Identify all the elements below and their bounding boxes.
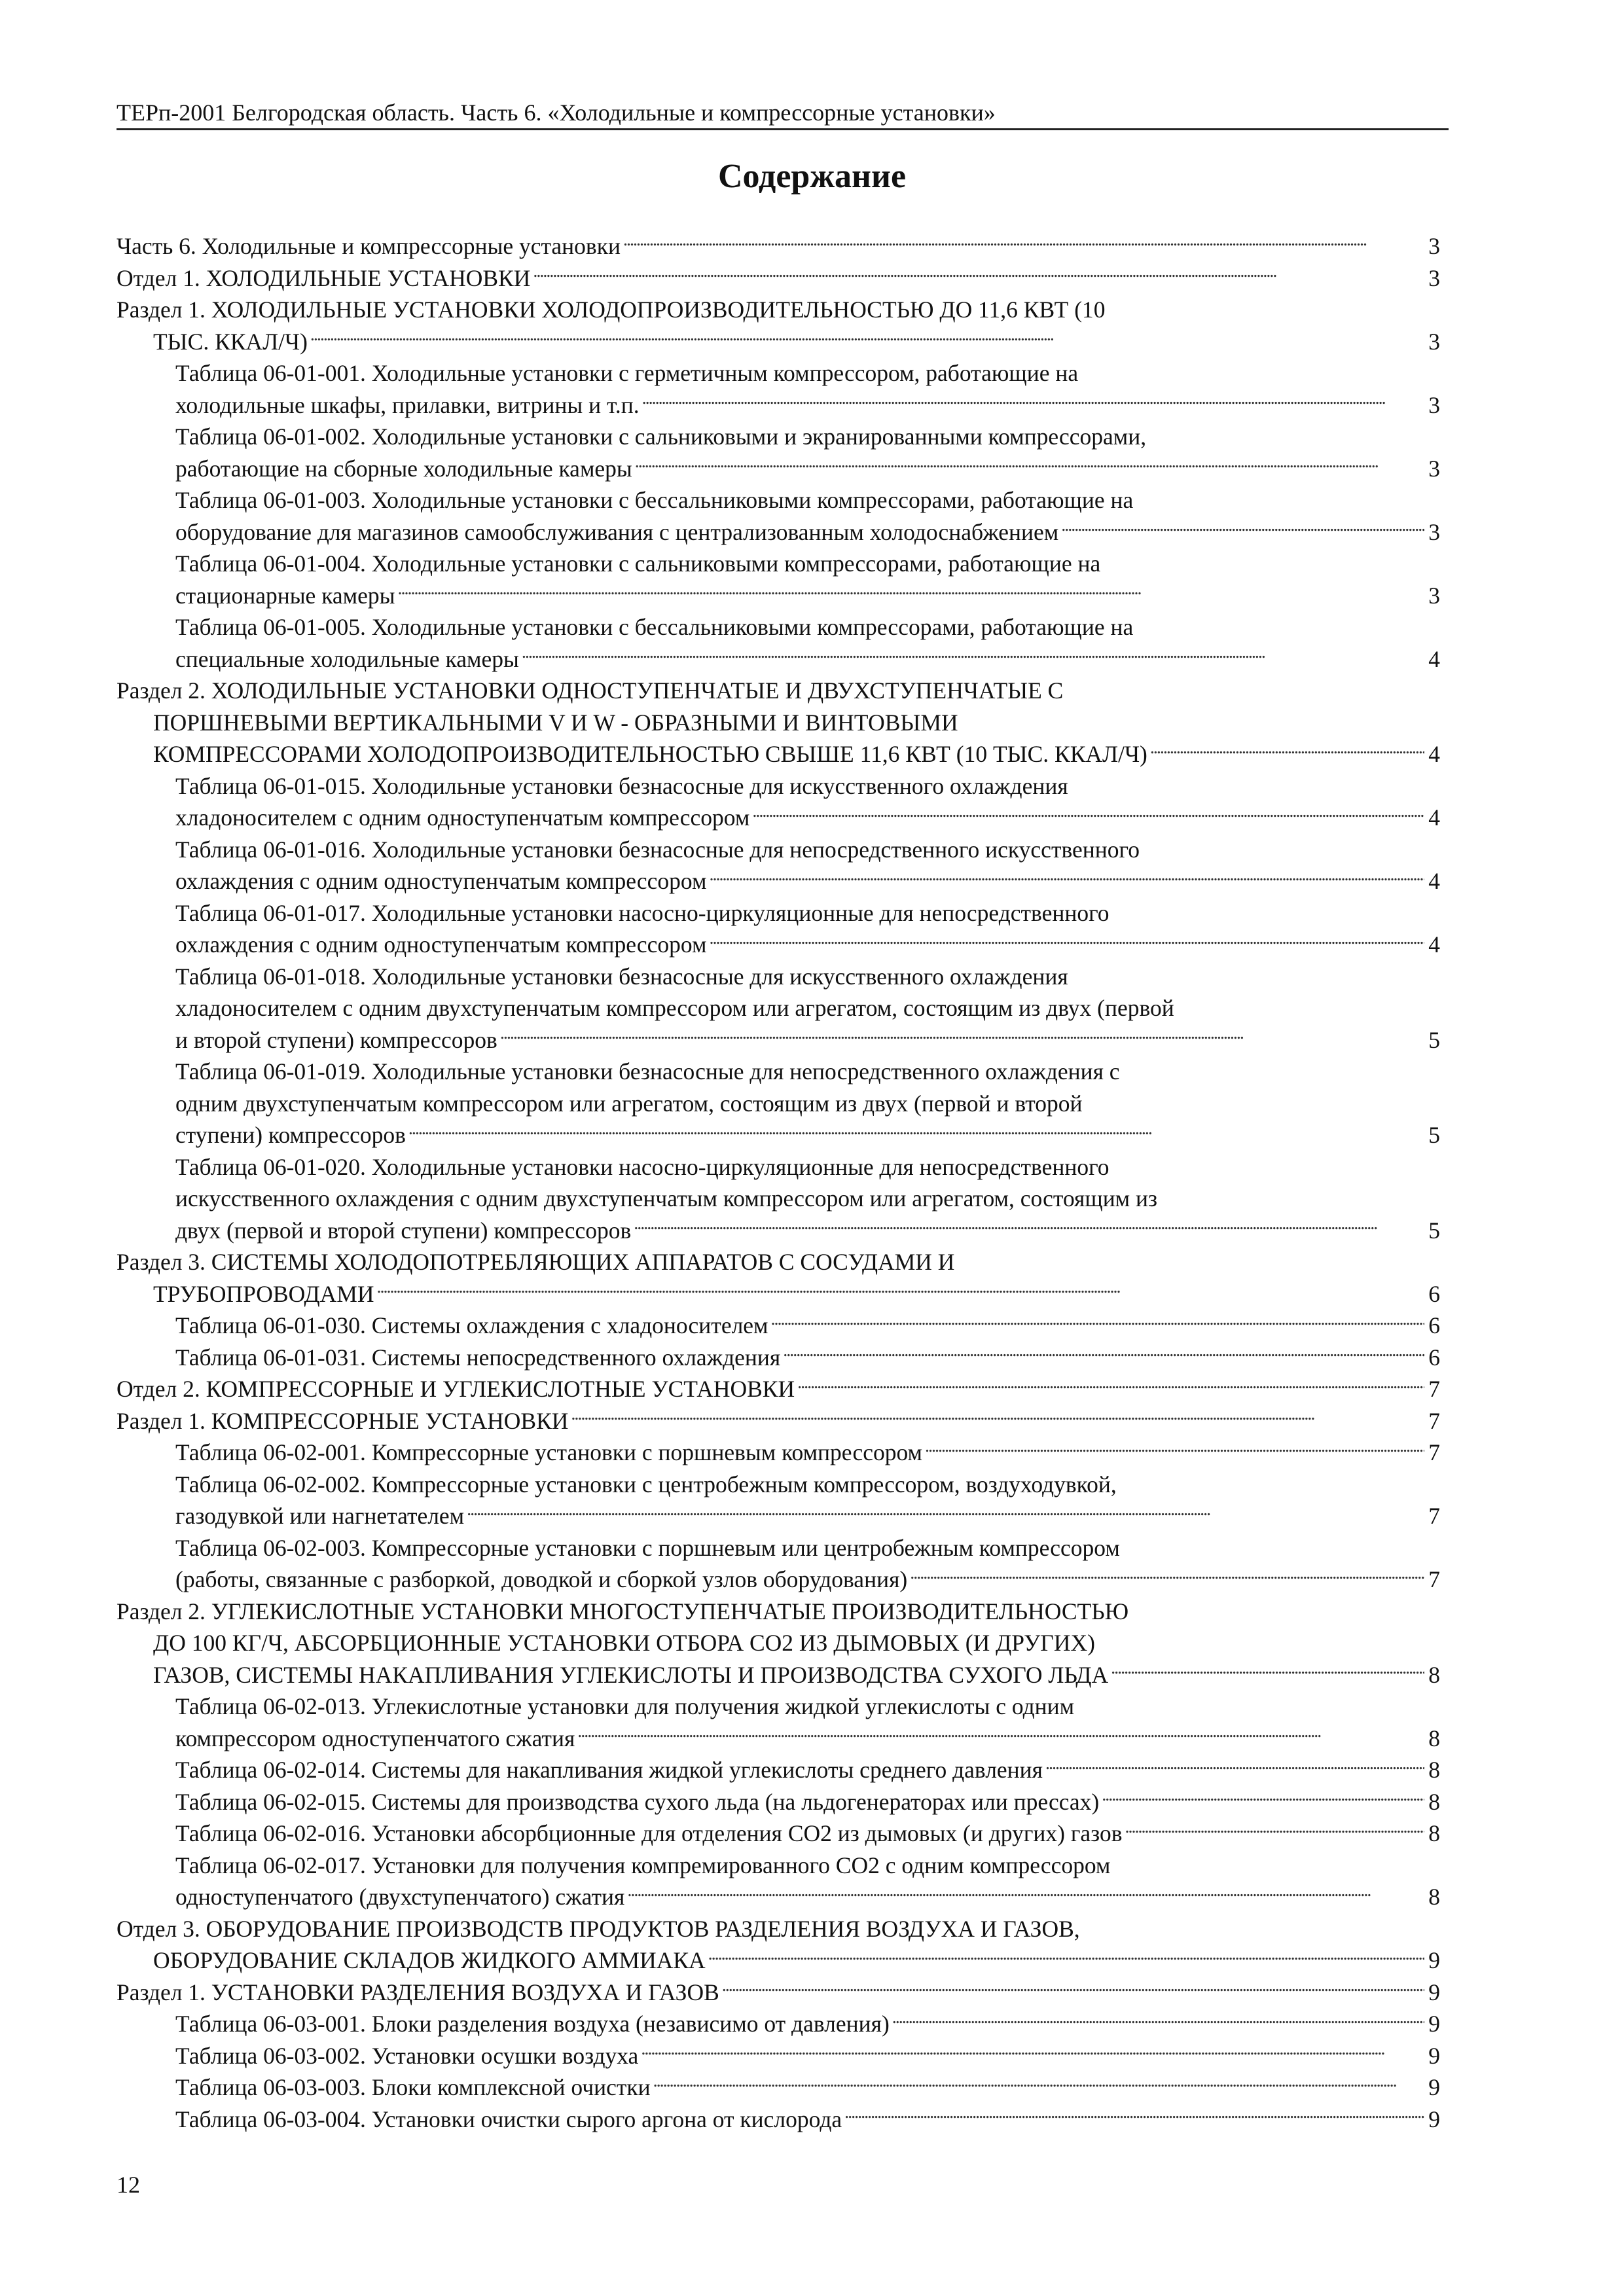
toc-entry-line: Таблица 06-01-030. Системы охлаждения с хладоносителем [175, 1312, 768, 1338]
toc-entry-line: Таблица 06-02-015. Системы для производства сухого льда (на льдогенераторах или прессах) [175, 1788, 1100, 1815]
dot-leader [310, 326, 1424, 350]
toc-page-number: 9 [1428, 2042, 1440, 2069]
toc-entry[interactable] [117, 2040, 1440, 2072]
toc-entry-line: Таблица 06-01-020. Холодильные установки насосно-циркуляционные для непосредственного [175, 1153, 1110, 1180]
toc-entry-line: Таблица 06-01-031. Системы непосредственного охлаждения [175, 1344, 781, 1371]
dot-leader [1061, 516, 1424, 540]
toc-entry-line: Таблица 06-01-005. Холодильные установки с бессальниковыми компрессорами, работающие на [175, 614, 1134, 640]
dot-leader [623, 231, 1424, 255]
toc-page-number: 9 [1428, 2011, 1440, 2037]
dot-leader [408, 1120, 1424, 1143]
toc-entry-line: ГАЗОВ, СИСТЕМЫ НАКАПЛИВАНИЯ УГЛЕКИСЛОТЫ И ПРОИЗВОДСТВА СУХОГО ЛЬДА [153, 1661, 1109, 1688]
toc-entry[interactable] [117, 1532, 1440, 1596]
toc-entry[interactable] [117, 230, 1440, 262]
toc-entry[interactable] [117, 1469, 1440, 1532]
toc-page-number: 8 [1428, 1820, 1440, 1846]
dot-leader [1125, 1818, 1425, 1842]
dot-leader [1045, 1755, 1424, 1778]
dot-leader [500, 1024, 1424, 1048]
toc-entry-line: Таблица 06-01-004. Холодильные установки с сальниковыми компрессорами, работающие на [175, 550, 1101, 577]
toc-entry-line: Раздел 2. УГЛЕКИСЛОТНЫЕ УСТАНОВКИ МНОГОСТУПЕНЧАТЫЕ ПРОИЗВОДИТЕЛЬНОСТЬЮ [117, 1598, 1129, 1624]
toc-page-number: 3 [1428, 582, 1440, 609]
dot-leader [641, 2040, 1424, 2064]
toc-entry-line: холодильные шкафы, прилавки, витрины и т.п. [175, 391, 640, 418]
toc-page-number: 7 [1428, 1439, 1440, 1465]
toc-entry-line: Раздел 2. ХОЛОДИЛЬНЫЕ УСТАНОВКИ ОДНОСТУПЕНЧАТЫЕ И ДВУХСТУПЕНЧАТЫЕ С [117, 677, 1064, 704]
toc-entry-line: Таблица 06-02-002. Компрессорные установки с центробежным компрессором, воздуходувкой, [175, 1471, 1117, 1498]
toc-page-number: 7 [1428, 1376, 1440, 1402]
toc-entry-line: ПОРШНЕВЫМИ ВЕРТИКАЛЬНЫМИ V И W - ОБРАЗНЫМИ И ВИНТОВЫМИ [153, 709, 958, 736]
toc-entry[interactable] [117, 1913, 1440, 1977]
toc-entry-line: Таблица 06-01-018. Холодильные установки безнасосные для искусственного охлаждения [175, 963, 1068, 990]
toc-page-number: 6 [1428, 1312, 1440, 1338]
toc-page-number: 7 [1428, 1566, 1440, 1592]
toc-entry-line: и второй ступени) компрессоров [175, 1026, 497, 1053]
toc-entry-line: Таблица 06-02-014. Системы для накапливания жидкой углекислоты среднего давления [175, 1757, 1043, 1783]
dot-leader [397, 580, 1424, 603]
toc-entry-line: Таблица 06-02-017. Установки для получения компремированного СО2 с одним компрессором [175, 1852, 1111, 1878]
toc-entry[interactable] [117, 1437, 1440, 1469]
toc-entry-line: Таблица 06-01-015. Холодильные установки безнасосные для искусственного охлаждения [175, 772, 1068, 799]
dot-leader [709, 929, 1424, 953]
toc-entry-line: искусственного охлаждения с одним двухступенчатым компрессором или агрегатом, состоящим из [175, 1185, 1158, 1211]
toc-entry-line: ступени) компрессоров [175, 1122, 406, 1148]
toc-entry-line: ОБОРУДОВАНИЕ СКЛАДОВ ЖИДКОГО АММИАКА [153, 1947, 706, 1973]
toc-entry[interactable] [117, 2104, 1440, 2136]
running-header: ТЕРп-2001 Белгородская область. Часть 6. «Холодильные и компрессорные установки» [117, 98, 1449, 130]
toc-entry[interactable] [117, 2008, 1440, 2040]
dot-leader [709, 866, 1424, 889]
toc-entry[interactable] [117, 675, 1440, 770]
toc-page-number: 6 [1428, 1280, 1440, 1307]
toc-entry-line: Таблица 06-02-016. Установки абсорбционные для отделения СО2 из дымовых (и других) газов [175, 1820, 1123, 1846]
toc-entry-line: Раздел 1. ХОЛОДИЛЬНЫЕ УСТАНОВКИ ХОЛОДОПРОИЗВОДИТЕЛЬНОСТЬЮ ДО 11,6 КВТ (10 [117, 296, 1106, 323]
toc-entry[interactable] [117, 834, 1440, 897]
toc-entry-line: Отдел 2. КОМПРЕССОРНЫЕ И УГЛЕКИСЛОТНЫЕ УСТАНОВКИ [117, 1376, 795, 1402]
toc-entry-line: Раздел 1. КОМПРЕССОРНЫЕ УСТАНОВКИ [117, 1407, 569, 1434]
page-number: 12 [117, 2172, 140, 2198]
toc-page-number: 8 [1428, 1884, 1440, 1910]
toc-entry[interactable] [117, 421, 1440, 484]
toc-entry[interactable] [117, 1754, 1440, 1786]
dot-leader [844, 2104, 1424, 2127]
toc-entry-line: Таблица 06-03-001. Блоки разделения воздуха (независимо от давления) [175, 2011, 890, 2037]
toc-entry[interactable] [117, 1246, 1440, 1310]
toc-page-number: 9 [1428, 1979, 1440, 2005]
page-title: Содержание [717, 158, 907, 195]
toc-entry[interactable] [117, 1310, 1440, 1342]
dot-leader [1111, 1659, 1424, 1683]
toc-entry[interactable] [117, 1850, 1440, 1913]
toc-entry[interactable] [117, 770, 1440, 834]
dot-leader [577, 1723, 1424, 1746]
toc-entry-line: охлаждения с одним одноступенчатым компрессором [175, 868, 707, 894]
toc-entry-line: (работы, связанные с разборкой, доводкой и сборкой узлов оборудования) [175, 1566, 908, 1592]
toc-page-number: 5 [1428, 1122, 1440, 1148]
dot-leader [1102, 1786, 1424, 1810]
toc-entry-line: Раздел 3. СИСТЕМЫ ХОЛОДОПОТРЕБЛЯЮЩИХ АППАРАТОВ С СОСУДАМИ И [117, 1249, 955, 1275]
toc-entry-line: Часть 6. Холодильные и компрессорные установки [117, 233, 621, 259]
toc-entry-line: стационарные камеры [175, 582, 395, 609]
toc-entry[interactable] [117, 484, 1440, 548]
toc-page-number: 9 [1428, 2074, 1440, 2100]
toc-entry[interactable] [117, 1818, 1440, 1850]
toc-entry[interactable] [117, 1786, 1440, 1818]
dot-leader [522, 643, 1424, 667]
toc-page-number: 8 [1428, 1661, 1440, 1688]
toc-entry[interactable] [117, 897, 1440, 961]
toc-page-number: 4 [1428, 645, 1440, 672]
toc-entry-line: Таблица 06-01-016. Холодильные установки безнасосные для непосредственного искусственного [175, 836, 1140, 863]
toc-page-number: 4 [1428, 741, 1440, 767]
toc-page-number: 3 [1428, 518, 1440, 545]
dot-leader [892, 2009, 1424, 2032]
toc-entry[interactable] [117, 1596, 1440, 1691]
toc-entry[interactable] [117, 1691, 1440, 1754]
toc-entry[interactable] [117, 1151, 1440, 1247]
toc-entry-line: КОМПРЕССОРАМИ ХОЛОДОПРОИЗВОДИТЕЛЬНОСТЬЮ СВЫШЕ 11,6 КВТ (10 ТЫС. ККАЛ/Ч) [153, 741, 1147, 767]
dot-leader [925, 1437, 1424, 1461]
toc-page-number: 9 [1428, 1947, 1440, 1973]
dot-leader [642, 389, 1425, 413]
toc-page-number: 7 [1428, 1503, 1440, 1529]
toc-entry-line: специальные холодильные камеры [175, 645, 519, 672]
toc-entry[interactable] [117, 961, 1440, 1056]
toc-entry-line: Таблица 06-01-019. Холодильные установки безнасосные для непосредственного охлаждения с [175, 1058, 1120, 1085]
toc-page-number: 8 [1428, 1788, 1440, 1815]
dot-leader [1150, 739, 1424, 762]
toc-entry-line: Отдел 3. ОБОРУДОВАНИЕ ПРОИЗВОДСТВ ПРОДУКТОВ РАЗДЕЛЕНИЯ ВОЗДУХА И ГАЗОВ, [117, 1915, 1080, 1942]
toc-entry-line: Таблица 06-02-001. Компрессорные установки с поршневым компрессором [175, 1439, 922, 1465]
toc-entry-line: Таблица 06-03-004. Установки очистки сырого аргона от кислорода [175, 2106, 842, 2132]
toc-entry[interactable] [117, 357, 1440, 421]
toc-entry-line: оборудование для магазинов самообслуживания с централизованным холодоснабжением [175, 518, 1059, 545]
toc-entry-line: компрессором одноступенчатого сжатия [175, 1725, 575, 1751]
table-of-contents [117, 230, 1440, 2135]
toc-entry-line: Таблица 06-03-003. Блоки комплексной очистки [175, 2074, 651, 2100]
toc-entry-line: Отдел 1. ХОЛОДИЛЬНЫЕ УСТАНОВКИ [117, 264, 531, 291]
toc-page-number: 7 [1428, 1407, 1440, 1434]
toc-page-number: 4 [1428, 868, 1440, 894]
dot-leader [653, 2072, 1425, 2096]
toc-entry[interactable] [117, 611, 1440, 675]
toc-page-number: 5 [1428, 1026, 1440, 1053]
toc-entry-line: Таблица 06-02-013. Углекислотные установки для получения жидкой углекислоты с одним [175, 1693, 1075, 1719]
dot-leader [910, 1564, 1424, 1588]
toc-page-number: 9 [1428, 2106, 1440, 2132]
toc-page-number: 5 [1428, 1217, 1440, 1244]
dot-leader [771, 1310, 1425, 1334]
dot-leader [635, 453, 1424, 476]
toc-page-number: 3 [1428, 455, 1440, 482]
toc-entry-line: хладоносителем с одним одноступенчатым компрессором [175, 804, 750, 831]
toc-entry-line: двух (первой и второй ступени) компрессоров [175, 1217, 632, 1244]
toc-entry[interactable] [117, 1056, 1440, 1151]
toc-entry-line: одним двухступенчатым компрессором или агрегатом, состоящим из двух (первой и второй [175, 1090, 1083, 1117]
toc-entry-line: Раздел 1. УСТАНОВКИ РАЗДЕЛЕНИЯ ВОЗДУХА И ГАЗОВ [117, 1979, 719, 2005]
dot-leader [797, 1374, 1424, 1397]
dot-leader [783, 1342, 1424, 1365]
toc-page-number: 4 [1428, 931, 1440, 958]
toc-entry-line: Таблица 06-02-003. Компрессорные установки с поршневым или центробежным компрессором [175, 1534, 1120, 1561]
toc-entry-line: Таблица 06-01-003. Холодильные установки с бессальниковыми компрессорами, работающие на [175, 487, 1134, 513]
toc-entry-line: Таблица 06-03-002. Установки осушки воздуха [175, 2042, 639, 2069]
toc-entry[interactable] [117, 1373, 1440, 1405]
dot-leader [722, 1977, 1424, 2000]
toc-entry[interactable] [117, 548, 1440, 611]
dot-leader [571, 1405, 1424, 1429]
toc-entry[interactable] [117, 1405, 1440, 1437]
toc-entry-line: работающие на сборные холодильные камеры [175, 455, 632, 482]
toc-entry-line: одноступенчатого (двухступенчатого) сжатия [175, 1884, 625, 1910]
toc-entry-line: ДО 100 КГ/Ч, АБСОРБЦИОННЫЕ УСТАНОВКИ ОТБОРА СО2 ИЗ ДЫМОВЫХ (И ДРУГИХ) [153, 1630, 1095, 1656]
toc-entry-line: охлаждения с одним одноступенчатым компрессором [175, 931, 707, 958]
dot-leader [708, 1945, 1425, 1969]
toc-page-number: 3 [1428, 328, 1440, 355]
dot-leader [634, 1215, 1424, 1238]
toc-entry[interactable] [117, 262, 1440, 295]
toc-entry-line: газодувкой или нагнетателем [175, 1503, 465, 1529]
toc-page-number: 3 [1428, 391, 1440, 418]
dot-leader [467, 1501, 1424, 1524]
toc-page-number: 8 [1428, 1757, 1440, 1783]
toc-page-number: 4 [1428, 804, 1440, 831]
toc-entry-line: хладоносителем с одним двухступенчатым компрессором или агрегатом, состоящим из двух (первой [175, 995, 1174, 1021]
toc-entry[interactable] [117, 294, 1440, 357]
toc-entry-line: ТРУБОПРОВОДАМИ [153, 1280, 374, 1307]
toc-entry-line: ТЫС. ККАЛ/Ч) [153, 328, 308, 355]
dot-leader [752, 802, 1424, 826]
toc-entry[interactable] [117, 1977, 1440, 2009]
toc-entry-line: Таблица 06-01-002. Холодильные установки с сальниковыми и экранированными компрессорами, [175, 423, 1147, 450]
toc-page-number: 3 [1428, 264, 1440, 291]
toc-entry-line: Таблица 06-01-017. Холодильные установки насосно-циркуляционные для непосредственного [175, 899, 1110, 926]
toc-entry[interactable] [117, 2072, 1440, 2104]
toc-page-number: 8 [1428, 1725, 1440, 1751]
toc-entry[interactable] [117, 1342, 1440, 1374]
dot-leader [377, 1278, 1425, 1302]
dot-leader [533, 262, 1424, 286]
toc-page-number: 3 [1428, 233, 1440, 259]
toc-page-number: 6 [1428, 1344, 1440, 1371]
toc-entry-line: Таблица 06-01-001. Холодильные установки с герметичным компрессором, работающие на [175, 360, 1079, 386]
dot-leader [627, 1882, 1424, 1905]
